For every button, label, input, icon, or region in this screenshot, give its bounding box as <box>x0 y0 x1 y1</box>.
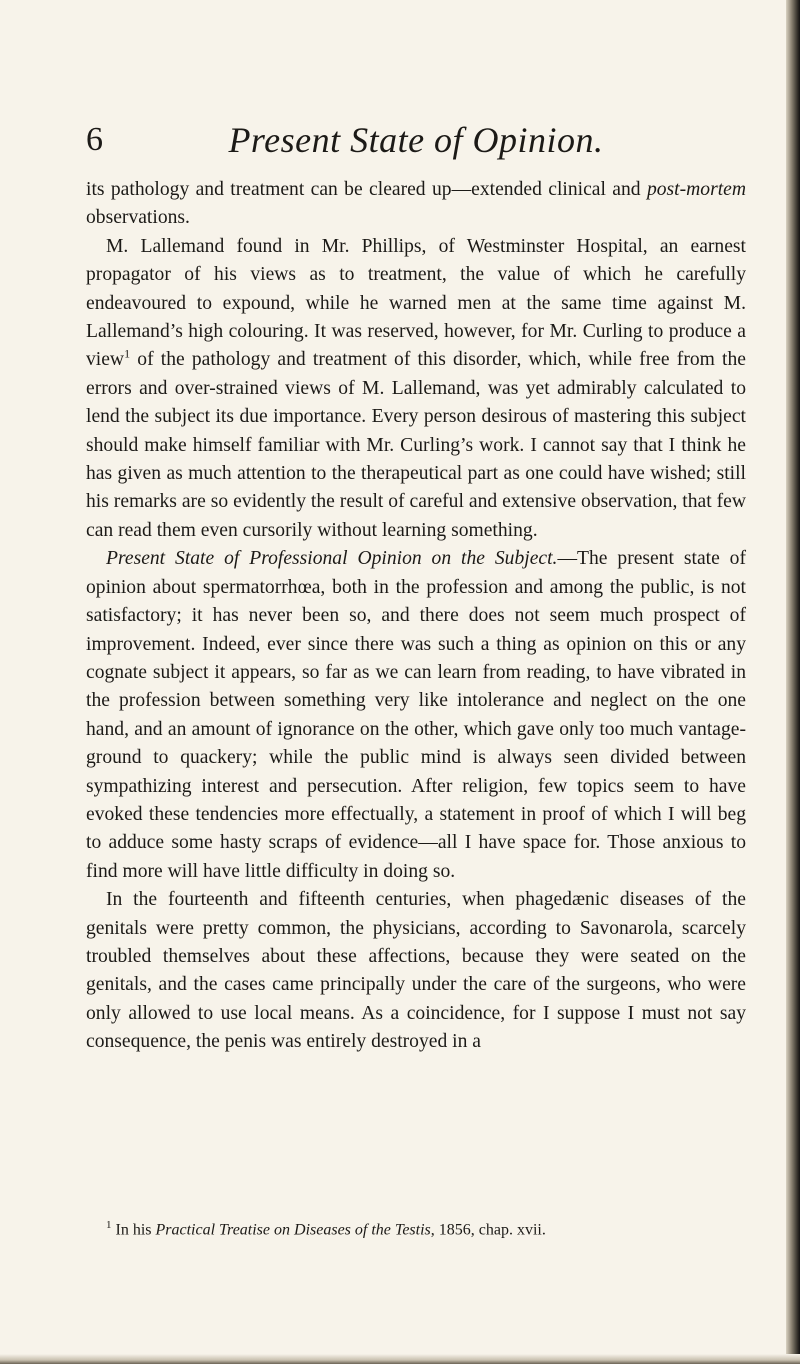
footnote-text <box>116 1221 546 1238</box>
italic-text: Present State of Professional Opinion on the Subject. <box>106 548 558 570</box>
italic-text: post-mortem <box>646 179 746 200</box>
text-run: , 1856, chap. xvii. <box>430 1221 546 1239</box>
footnote-reference: 1 <box>124 346 131 361</box>
text-run: observations. <box>86 207 190 229</box>
paragraph-p2 <box>86 233 746 545</box>
text-run: —The present state of opinion about spermatorrhœa, both in the profession and among the public, is not satisfactory; it has never been so, and there does not seem much prospect of improvement. Indeed, ever since there was such a thing as opinion on this or any cognate subject it appears, so far as we can learn from reading, to have vibrated in the profession between something very like intolerance and neglect on the one hand, and an amount of ignorance on the other, which gave only too much vantage-ground to quackery; while the public mind is always seen divided between sympathizing interest and persecution. After religion, few topics seem to have evoked these tendencies more effectually, a statement in proof of which I will beg to adduce some hasty scraps of evidence—all I have space for. Those anxious to find more will have little difficulty in doing so. <box>86 548 746 882</box>
page-header <box>86 118 746 166</box>
page-number: 6 <box>86 121 103 158</box>
paragraph-p1 <box>86 176 746 233</box>
running-title: Present State of Opinion. <box>228 120 604 160</box>
text-run: its pathology and treatment can be cleared up—extended clinical and <box>86 179 647 200</box>
paragraph-p4 <box>86 886 746 1056</box>
footnote-marker: 1 <box>106 1219 112 1231</box>
footnote <box>106 1214 746 1241</box>
italic-text: Practical Treatise on Diseases of the Testis <box>155 1221 431 1239</box>
body-text <box>86 176 746 1057</box>
paragraph-p3 <box>86 545 746 886</box>
page-bottom-edge <box>0 1354 800 1364</box>
text-run: In his <box>115 1221 156 1239</box>
text-run: In the fourteenth and fifteenth centuries, when phagedænic diseases of the genitals were pretty common, the physicians, according to Savonarola, scarcely troubled themselves about these affections, because they were seated on the genitals, and the cases came principally under the care of the surgeons, who were only allowed to use local means. As a coincidence, for I suppose I must not say consequence, the penis was entirely destroyed in a <box>86 889 746 1053</box>
page-edge-shadow <box>786 0 800 1364</box>
text-run: of the pathology and treatment of this disorder, which, while free from the errors and over-strained views of M. Lallemand, was yet admirably calculated to lend the subject its due importance. Every person desirous of mastering this subject should make himself familiar with Mr. Curling’s work. I cannot say that I think he has given as much attention to the therapeutical part as one could have wished; still his remarks are so evidently the result of careful and extensive observation, that few can read them even cursorily without learning something. <box>86 349 746 541</box>
text-run: M. Lallemand found in Mr. Phillips, of Westminster Hospital, an earnest propagator of his views as to treatment, the value of which he carefully endeavoured to expound, while he warned men at the same time against M. Lallemand’s high colouring. It was reserved, however, for Mr. Curling to produce a view <box>86 235 746 371</box>
